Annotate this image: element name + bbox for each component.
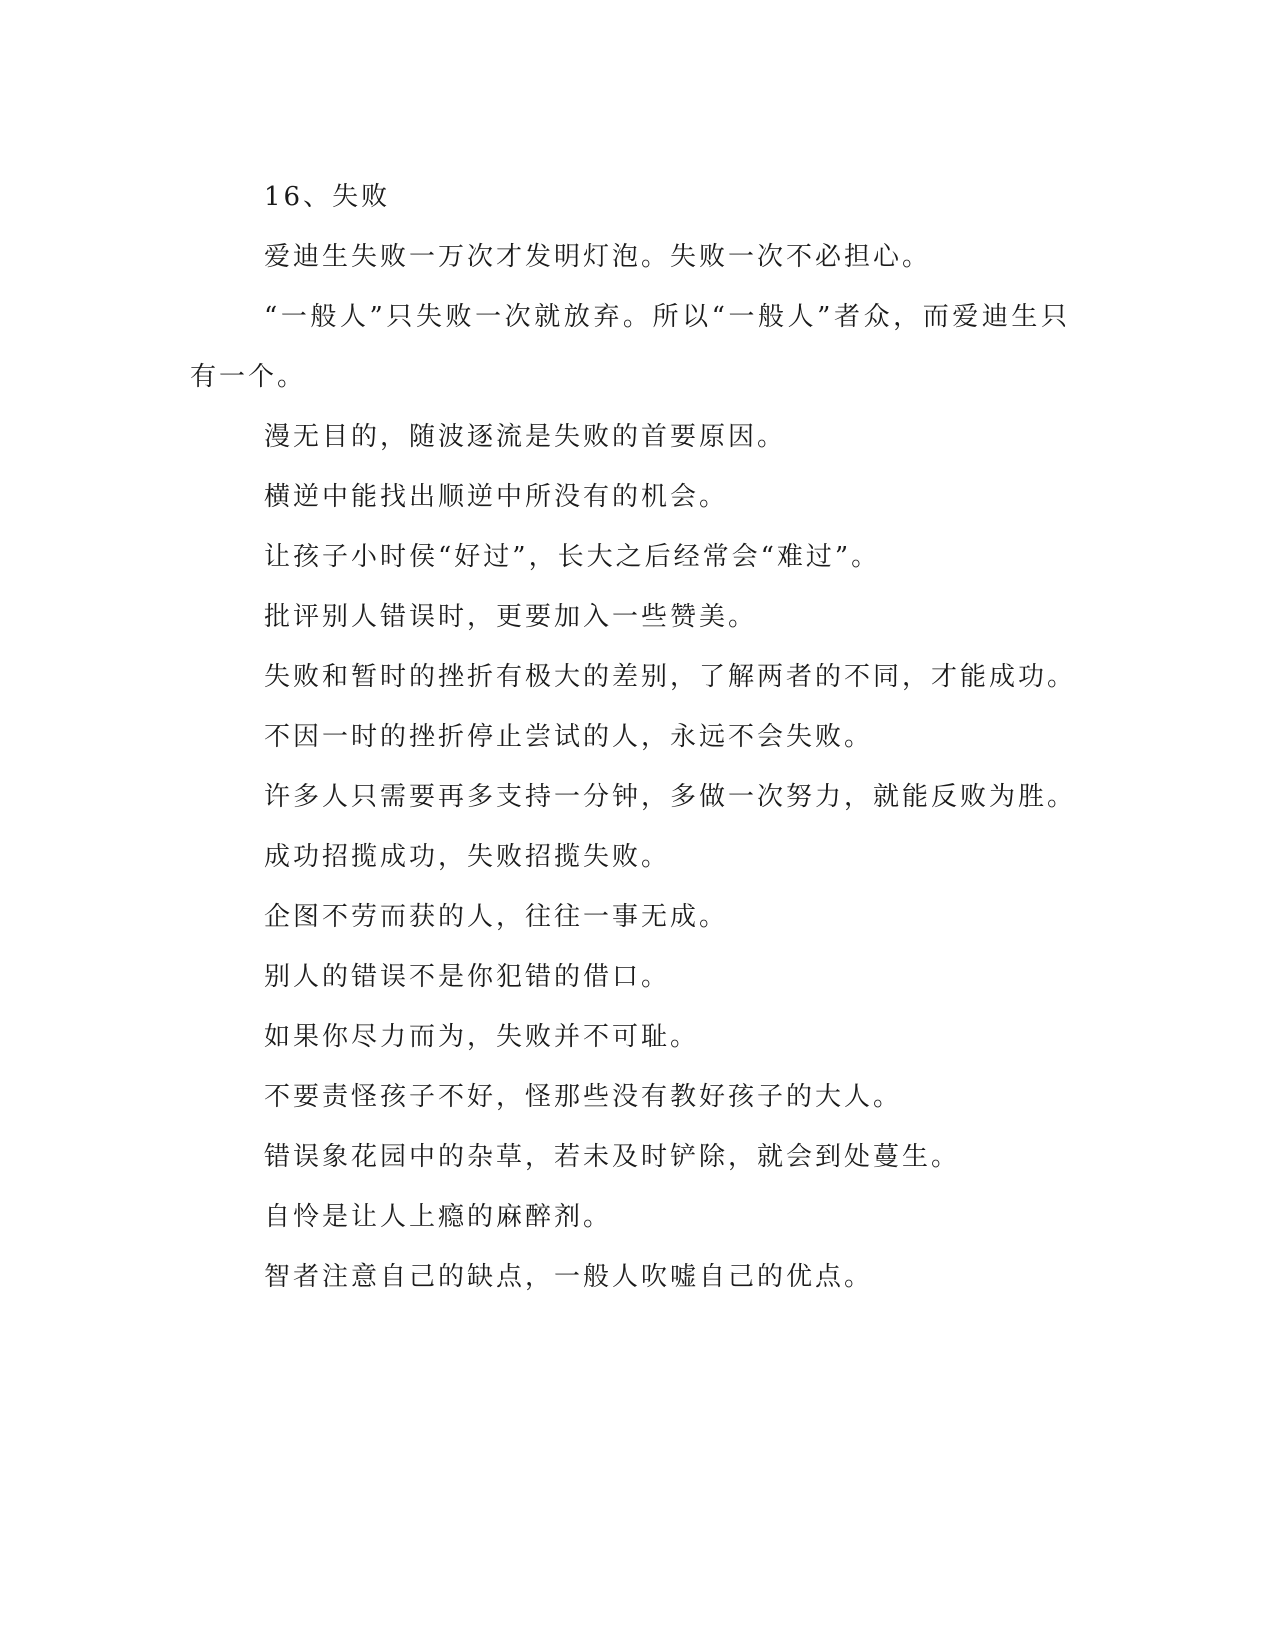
paragraph: 爱迪生失败一万次才发明灯泡。失败一次不必担心。 [264, 242, 932, 272]
paragraph: 许多人只需要再多支持一分钟，多做一次努力，就能反败为胜。 [264, 782, 1077, 812]
paragraph: “一般人”只失败一次就放弃。所以“一般人”者众，而爱迪生只有一个。 [190, 302, 1070, 392]
paragraph: 智者注意自己的缺点，一般人吹嘘自己的优点。 [264, 1262, 874, 1292]
paragraph: 不因一时的挫折停止尝试的人，永远不会失败。 [264, 722, 874, 752]
paragraph: 让孩子小时侯“好过”，长大之后经常会“难过”。 [264, 542, 881, 572]
paragraph: 自怜是让人上瘾的麻醉剂。 [264, 1202, 613, 1232]
paragraph: 失败和暂时的挫折有极大的差别，了解两者的不同，才能成功。 [264, 662, 1077, 692]
paragraph: 横逆中能找出顺逆中所没有的机会。 [264, 482, 729, 512]
paragraph: 漫无目的，随波逐流是失败的首要原因。 [264, 422, 787, 452]
paragraph: 成功招揽成功，失败招揽失败。 [264, 842, 671, 872]
paragraph: 企图不劳而获的人，往往一事无成。 [264, 902, 729, 932]
paragraph: 错误象花园中的杂草，若未及时铲除，就会到处蔓生。 [264, 1142, 961, 1172]
section-heading: 16、失败 [264, 182, 391, 212]
document-body [190, 167, 1077, 1307]
paragraph: 不要责怪孩子不好，怪那些没有教好孩子的大人。 [264, 1082, 903, 1112]
paragraph: 如果你尽力而为，失败并不可耻。 [264, 1022, 700, 1052]
paragraph: 批评别人错误时，更要加入一些赞美。 [264, 602, 758, 632]
paragraph: 别人的错误不是你犯错的借口。 [264, 962, 671, 992]
